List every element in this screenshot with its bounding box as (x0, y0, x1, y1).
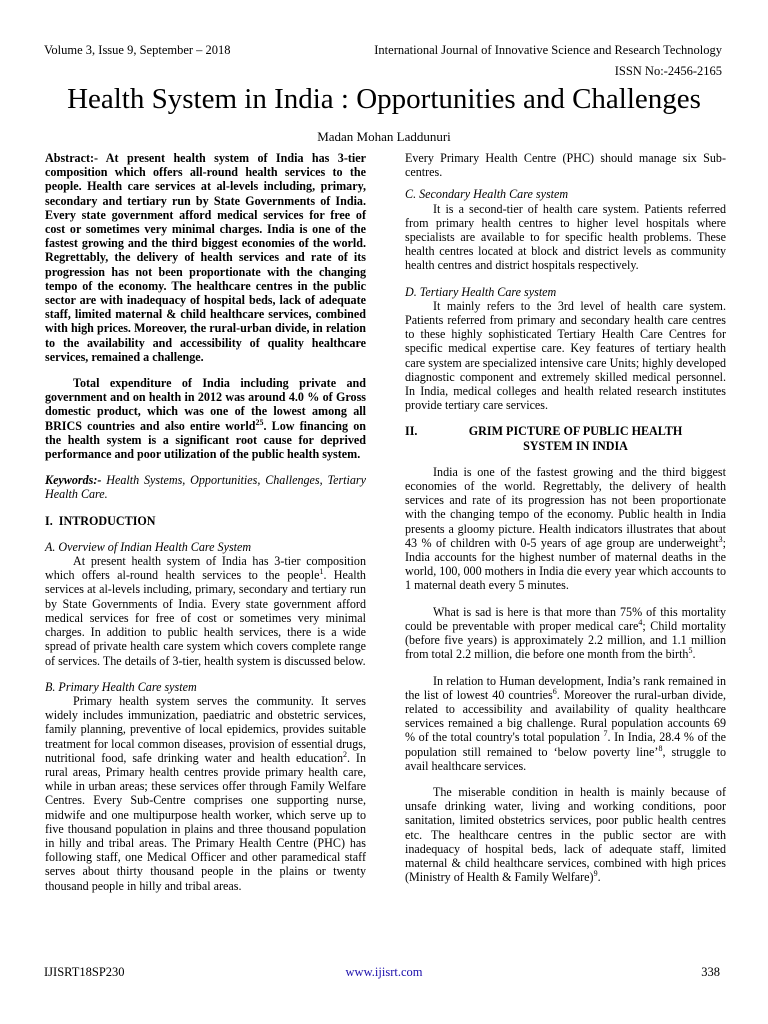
abstract-paragraph-2: Total expenditure of India including private and government and on health in 2012 was around 4.0 % of Gross domestic product, which was one of the lowest among all BRICS countries and also entire world$^{25}$. Low financing on the health system is a significant root cause for deprived performance and poor utilization of the public health system. (45, 376, 366, 462)
keywords: Keywords:- Health Systems, Opportunities, Challenges, Tertiary Health Care. (45, 473, 366, 502)
paragraph-grim-4: The miserable condition in health is mainly because of unsafe drinking water, living and working conditions, poor sanitation, limited obstetrics services, poor public health centres etc. The healthcare centres in the public sector are with inadequacy of hospital beds, lack of adequate staff, limited maternal & child healthcare services, combined with high prices (Ministry of Health & Family Welfare)$^9$. (405, 784, 726, 885)
paragraph-primary: Primary health system serves the community. It serves widely includes immunization, paediatric and obstetric services, family planning, preventive of local epidemics, provides suitable treatment for local common diseases, provision of essential drugs, nutritional food, safe drinking water and health education$^2$. In rural areas, Primary health centres provide primary health care, while in urban areas; these services offer through Family Welfare Centres. Every Sub-Centre comprises one supporting nurse, midwife and one multipurpose health worker, which serve up to five thousand population in plains and three thousand population in hilly and tribal areas. The Primary Health Centre (PHC) has following staff, one Medical Officer and other paramedical staff serves about thirty thousand people in the plains or twenty thousand people in hilly and tribal areas. (45, 693, 366, 893)
journal-website-link[interactable]: www.ijisrt.com (345, 965, 423, 979)
paragraph-grim-2: What is sad is here is that more than 75% of this mortality could be preventable with proper medical care$^4$; Child mortality (before five years) is approximately 2.2 million, and 1.1 million from total 2.2 million, die before one month from the birth$^5$. (405, 604, 726, 662)
subsection-heading-overview: A. Overview of Indian Health Care System (45, 539, 252, 554)
paper-id: IJISRT18SP230 (44, 965, 125, 979)
section-heading-introduction: I. INTRODUCTION (45, 513, 156, 528)
right-column (405, 151, 726, 884)
paragraph-tertiary: It mainly refers to the 3rd level of health care system. Patients referred from primary and secondary health care centres to these highly sophisticated Tertiary Health Care Centres for specific medical expertise care. Key features of tertiary health care system are specialized intensive care Units; highly developed diagnostic component and extremely skilled medical personnel. In India, medical colleges and health related research institutes provide tertiary care services. (405, 298, 726, 413)
paper-title: Health System in India : Opportunities and Challenges (67, 83, 701, 115)
abstract: Abstract:- At present health system of India has 3-tier composition which offers all-round health services to the people. Health care services at al-levels including, primary, secondary and tertiary run by State Governments of India. Every state government afford medical services for free of cost or sometimes very minimal charges. India is one of the fastest growing and the third biggest economies of the world. Regrettably, the delivery of health services and rate of its progression has not been proportionate with the changing tempo of the economy. The healthcare centres in the public sector are with inadequacy of hospital beds, lack of adequate staff, limited maternal & child healthcare services, combined with high prices. Moreover, the rural-urban divide, in relation to the availability and accessibility of quality healthcare services, remained a challenge. (45, 151, 366, 364)
section-heading-grim-picture: II. GRIM PICTURE OF PUBLIC HEALTH SYSTEM IN INDIA (405, 424, 683, 453)
issn: ISSN No:-2456-2165 (614, 64, 722, 78)
author-name: Madan Mohan Laddunuri (317, 129, 451, 144)
journal-name: International Journal of Innovative Science and Research Technology (374, 43, 722, 57)
subsection-heading-tertiary: D. Tertiary Health Care system (405, 284, 557, 299)
page-number: 338 (701, 965, 720, 979)
paragraph-grim-1: India is one of the fastest growing and the third biggest economies of the world. Regrettably, the delivery of health services and rate of its progression has not been proportionate with the changing tempo of the economy. Public health in India presents a gloomy picture. Health indicators illustrates that about 43 % of children with 0-5 years of age group are underweight$^3$; India accounts for the highest number of maternal deaths in the world, 100, 000 mothers in India die every year which accounts to 1 maternal death every 5 minutes. (405, 464, 726, 593)
subsection-heading-primary: B. Primary Health Care system (45, 679, 197, 694)
paragraph-grim-3: In relation to Human development, India’s rank remained in the list of lowest 40 countries$^6$. Moreover the rural-urban divide, related to accessibility and availability of quality healthcare services remained a big challenge. Rural population accounts 69 % of the total country's total population $^7$. In India, 28.4 % of the population still remained to ‘below poverty line’$^8$, struggle to avail healthcare services. (405, 673, 727, 773)
paragraph-overview: At present health system of India has 3-tier composition which offers al-round health services to the people$^1$. Health services at al-levels including, primary, secondary and tertiary run by State Governments of India. Every state government afford medical services for free of cost or sometimes very minimal charges. In addition to public health services, there is a wide spread of private health care system which covers complete range of services. The details of 3-tier, health system is discussed below. (45, 554, 366, 668)
volume-info: Volume 3, Issue 9, September – 2018 (44, 43, 231, 57)
paragraph-secondary: It is a second-tier of health care system. Patients referred from primary health centres to higher level hospitals where specialists are available to for specific health problems. These health centres located at block and district levels as community health centres and district hospitals respectively. (405, 201, 726, 273)
left-column (45, 151, 366, 893)
paragraph-primary-continued: Every Primary Health Centre (PHC) should manage six Sub-centres. (405, 151, 726, 180)
subsection-heading-secondary: C. Secondary Health Care system (405, 187, 569, 202)
